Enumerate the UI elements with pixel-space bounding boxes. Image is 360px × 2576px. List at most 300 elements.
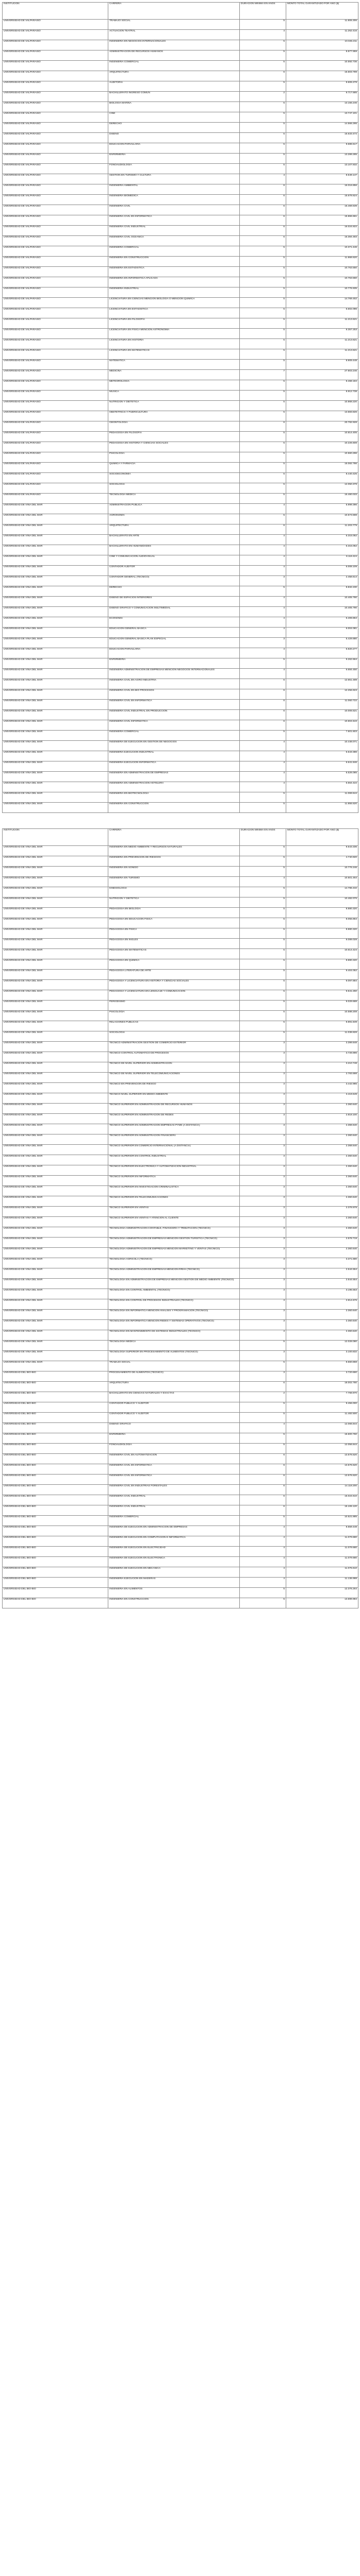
cell-institucion: UNIVERSIDAD DE VALPARAISO [3, 236, 108, 246]
cell-monto: 12.256.923 [286, 689, 358, 700]
cell-institucion: UNIVERSIDAD DE VIÑA DEL MAR [3, 928, 108, 939]
cell-monto: 10.006.521 [286, 710, 358, 720]
cell-institucion: UNIVERSIDAD DEL BIO-BIO [3, 1557, 108, 1567]
cell-institucion: UNIVERSIDAD DE VIÑA DEL MAR [3, 846, 108, 856]
cell-carrera: MATEMATICA [108, 360, 240, 370]
table-row [3, 1371, 358, 1382]
cell-institucion: UNIVERSIDAD DE VIÑA DEL MAR [3, 648, 108, 658]
cell-monto: 10.776.246 [286, 867, 358, 877]
cell-monto: 15.024.610 [286, 1495, 358, 1505]
cell-institucion: UNIVERSIDAD DE VALPARAISO [3, 473, 108, 483]
scholarship-table-1 [2, 2, 358, 813]
table-row [3, 329, 358, 339]
cell-duracion: 3 [240, 1227, 286, 1238]
cell-duracion: 5 [240, 61, 286, 71]
cell-duracion: 4 [240, 751, 286, 761]
cell-monto: 5.999.396 [286, 504, 358, 514]
cell-duracion: 4 [240, 174, 286, 184]
cell-duracion: 5 [240, 990, 286, 1001]
cell-institucion: UNIVERSIDAD DE VALPARAISO [3, 20, 108, 30]
cell-duracion: 2 [240, 92, 286, 102]
cell-carrera: BACHILLERATO EN CIENCIAS NATURALES Y EXACTAS [108, 1392, 240, 1402]
cell-carrera: TECNICO SUPERIOR EN INFORMATICA [108, 1176, 240, 1186]
cell-monto: 6.004.081 [286, 628, 358, 638]
cell-institucion: UNIVERSIDAD DE VALPARAISO [3, 61, 108, 71]
cell-duracion: 5 [240, 452, 286, 463]
cell-duracion: 5 [240, 123, 286, 133]
table-header-row [3, 3, 358, 20]
cell-duracion: 5 [240, 897, 286, 908]
cell-monto: 2.458.614 [286, 576, 358, 586]
cell-monto: 3.399.848 [286, 1042, 358, 1052]
cell-monto: 9.717.685 [286, 92, 358, 102]
cell-duracion: 5 [240, 442, 286, 452]
table-row [3, 897, 358, 908]
table-row [3, 473, 358, 483]
table-row [3, 772, 358, 782]
cell-carrera: INGENIERIA ADMINISTRACION DE EMPRESAS MENCION NEGOCIOS INTERNACIONALES [108, 669, 240, 679]
cell-institucion: UNIVERSIDAD DE VIÑA DEL MAR [3, 1351, 108, 1361]
cell-carrera: INGENIERIA CIVIL EN INFORMATICA [108, 700, 240, 710]
cell-carrera: INGENIERIA EN CONSTRUCCION [108, 1598, 240, 1608]
cell-carrera: CINE [108, 112, 240, 123]
cell-monto: 9.686.517 [286, 143, 358, 154]
cell-institucion: UNIVERSIDAD DE VALPARAISO [3, 257, 108, 267]
cell-carrera: INGENIERIA EN TURISMO [108, 877, 240, 887]
cell-institucion: UNIVERSIDAD DEL BIO-BIO [3, 1475, 108, 1485]
cell-institucion: UNIVERSIDAD DE VIÑA DEL MAR [3, 1124, 108, 1134]
cell-monto: 13.747.101 [286, 112, 358, 123]
cell-monto: 3.720.690 [286, 1371, 358, 1382]
table-row [3, 524, 358, 535]
cell-duracion: 3 [240, 1052, 286, 1062]
cell-institucion: UNIVERSIDAD DE VIÑA DEL MAR [3, 1341, 108, 1351]
cell-institucion: UNIVERSIDAD DE VIÑA DEL MAR [3, 949, 108, 959]
cell-institucion: UNIVERSIDAD DE VALPARAISO [3, 329, 108, 339]
cell-duracion: 3 [240, 1248, 286, 1258]
table-row [3, 1011, 358, 1021]
table-row [3, 1505, 358, 1516]
cell-carrera: INGENIERIA EN CONSTRUCCION [108, 803, 240, 813]
table-row [3, 1196, 358, 1207]
cell-carrera: DISEÑO GRAFICO [108, 1423, 240, 1433]
cell-carrera: ADMINISTRACION PUBLICA [108, 504, 240, 514]
table-row [3, 401, 358, 411]
cell-duracion: 4 [240, 1536, 286, 1547]
cell-duracion: 5 [240, 360, 286, 370]
table-row [3, 648, 358, 658]
cell-institucion: UNIVERSIDAD DE VIÑA DEL MAR [3, 1268, 108, 1279]
cell-monto: 11.213.621 [286, 339, 358, 349]
cell-duracion: 7 [240, 370, 286, 380]
cell-carrera: DISEÑO DE ESPACIOS INTERIORES [108, 597, 240, 607]
header-monto: MONTO TOTAL GARANTIZADO POR AÑO ($) [286, 829, 358, 846]
cell-monto: 11.855.520 [286, 803, 358, 813]
cell-duracion: 4 [240, 628, 286, 638]
cell-institucion: UNIVERSIDAD DE VIÑA DEL MAR [3, 1258, 108, 1268]
table-row [3, 792, 358, 803]
table-row [3, 92, 358, 102]
cell-carrera: INGENIERIA DE EJECUCION EN ELECTRONICA [108, 1557, 240, 1567]
cell-monto: 2.783.698 [286, 1073, 358, 1083]
cell-duracion: 3 [240, 1134, 286, 1145]
cell-institucion: UNIVERSIDAD DE VIÑA DEL MAR [3, 1093, 108, 1104]
table-row [3, 1227, 358, 1238]
cell-monto: 2.360.640 [286, 1155, 358, 1165]
cell-duracion: 5 [240, 846, 286, 856]
table-row [3, 970, 358, 980]
cell-carrera: TECNICO ADMINISTRACION GESTION DE COMERCIO EXTERIOR [108, 1042, 240, 1052]
cell-monto: 10.614.424 [286, 949, 358, 959]
cell-duracion: 4 [240, 1526, 286, 1536]
cell-duracion: 6 [240, 1382, 286, 1392]
cell-duracion: 5 [240, 287, 286, 298]
cell-monto: 6.684.450 [286, 669, 358, 679]
table-row [3, 1207, 358, 1217]
table-row [3, 1145, 358, 1155]
table-row [3, 154, 358, 164]
cell-carrera: PEDAGOGIA EN EDUCACION FISICA [108, 918, 240, 928]
cell-carrera: MEDICINA [108, 370, 240, 380]
table-row [3, 741, 358, 751]
cell-institucion: UNIVERSIDAD DE VIÑA DEL MAR [3, 1104, 108, 1114]
cell-monto: 9.541.250 [286, 990, 358, 1001]
cell-duracion: 3 [240, 638, 286, 648]
cell-carrera: ODONTOLOGIA [108, 421, 240, 432]
cell-institucion: UNIVERSIDAD DE VIÑA DEL MAR [3, 720, 108, 731]
cell-duracion: 6 [240, 679, 286, 689]
cell-monto: 6.602.096 [286, 308, 358, 318]
cell-monto: 12.028.080 [286, 1341, 358, 1351]
table-row [3, 1382, 358, 1392]
cell-carrera: MUSICA [108, 391, 240, 401]
cell-monto: 15.678.624 [286, 195, 358, 205]
cell-monto: 10.604.643 [286, 720, 358, 731]
table-row [3, 908, 358, 918]
cell-duracion: 4 [240, 1567, 286, 1578]
cell-monto: 3.442.985 [286, 1083, 358, 1093]
cell-duracion: 6 [240, 720, 286, 731]
cell-carrera: PSICOLOGIA [108, 452, 240, 463]
table-row [3, 555, 358, 566]
cell-institucion: UNIVERSIDAD DE VALPARAISO [3, 267, 108, 277]
cell-monto: 8.891.849 [286, 1021, 358, 1031]
table-row [3, 215, 358, 226]
cell-carrera: INGENIERIA EN ALIMENTOS [108, 1588, 240, 1598]
cell-duracion: 5 [240, 939, 286, 949]
cell-monto: 8.880.320 [286, 928, 358, 939]
cell-institucion: UNIVERSIDAD DE VIÑA DEL MAR [3, 1165, 108, 1176]
cell-carrera: EDUCACION GENERAL BASICA PLAN ESPECIAL [108, 638, 240, 648]
table-row [3, 184, 358, 195]
table-row [3, 658, 358, 669]
cell-institucion: UNIVERSIDAD DE VIÑA DEL MAR [3, 1299, 108, 1310]
table-body-2 [3, 846, 358, 1608]
cell-institucion: UNIVERSIDAD DE VIÑA DEL MAR [3, 792, 108, 803]
cell-monto: 13.155.246 [286, 102, 358, 112]
cell-carrera: TRABAJO SOCIAL [108, 1361, 240, 1371]
cell-monto: 8.560.868 [286, 1361, 358, 1371]
cell-institucion: UNIVERSIDAD DEL BIO-BIO [3, 1413, 108, 1423]
table-row [3, 61, 358, 71]
cell-institucion: UNIVERSIDAD DE VALPARAISO [3, 432, 108, 442]
table-row [3, 123, 358, 133]
cell-institucion: UNIVERSIDAD DE VIÑA DEL MAR [3, 638, 108, 648]
cell-institucion: UNIVERSIDAD DE VIÑA DEL MAR [3, 689, 108, 700]
cell-carrera: INGENIERIA CIVIL INDUSTRIAL [108, 1505, 240, 1516]
cell-monto: 3.728.896 [286, 1052, 358, 1062]
cell-monto: 15.600.760 [286, 1433, 358, 1444]
cell-monto: 5.429.880 [286, 638, 358, 648]
cell-institucion: UNIVERSIDAD DE VIÑA DEL MAR [3, 897, 108, 908]
cell-carrera: DISEÑO [108, 133, 240, 143]
cell-duracion: 4 [240, 1557, 286, 1567]
table-row [3, 751, 358, 761]
cell-duracion: 5 [240, 887, 286, 897]
cell-duracion: 3 [240, 1258, 286, 1268]
cell-institucion: UNIVERSIDAD DE VALPARAISO [3, 494, 108, 504]
table-row [3, 143, 358, 154]
cell-monto: 13.576.520 [286, 1454, 358, 1464]
table-row [3, 1485, 358, 1495]
cell-duracion: 6 [240, 71, 286, 81]
cell-duracion: 5 [240, 928, 286, 939]
cell-monto: 2.368.640 [286, 1124, 358, 1134]
cell-institucion: UNIVERSIDAD DE VALPARAISO [3, 154, 108, 164]
cell-duracion: 5 [240, 432, 286, 442]
cell-institucion: UNIVERSIDAD DE VALPARAISO [3, 184, 108, 195]
table-row [3, 71, 358, 81]
cell-institucion: UNIVERSIDAD DEL BIO-BIO [3, 1505, 108, 1516]
cell-monto: 27.803.246 [286, 370, 358, 380]
table-row [3, 576, 358, 586]
cell-monto: 9.404.052 [286, 970, 358, 980]
cell-institucion: UNIVERSIDAD DE VIÑA DEL MAR [3, 1330, 108, 1341]
cell-monto: 2.814.676 [286, 1299, 358, 1310]
cell-carrera: PEDAGOGIA EN QUIMICA [108, 959, 240, 970]
cell-duracion: 3 [240, 1186, 286, 1196]
cell-carrera: TECNICO SUPERIOR EN ADMINISTRACION DE RECURSOS HUMANOS [108, 1104, 240, 1114]
cell-monto: 10.405.790 [286, 597, 358, 607]
table-row [3, 1031, 358, 1042]
table-row [3, 246, 358, 257]
cell-institucion: UNIVERSIDAD DE VIÑA DEL MAR [3, 731, 108, 741]
cell-monto: 10.226.608 [286, 442, 358, 452]
cell-institucion: UNIVERSIDAD DE VIÑA DEL MAR [3, 617, 108, 628]
cell-duracion: 5 [240, 514, 286, 524]
table-row [3, 432, 358, 442]
cell-institucion: UNIVERSIDAD DE VALPARAISO [3, 81, 108, 92]
cell-carrera: INGENIERIA CIVIL INDUSTRIAL EN PRODUCCION [108, 710, 240, 720]
cell-duracion: 5 [240, 267, 286, 277]
cell-monto: 7.768.970 [286, 1392, 358, 1402]
cell-institucion: UNIVERSIDAD DE VALPARAISO [3, 298, 108, 308]
header-institucion: INSTITUCION [3, 829, 108, 846]
table-row [3, 380, 358, 391]
cell-duracion: 6 [240, 184, 286, 195]
cell-monto: 2.360.640 [286, 1134, 358, 1145]
table-row [3, 411, 358, 421]
table-row [3, 761, 358, 772]
cell-carrera: INGENIERIA CIVIL INDUSTRIAL [108, 226, 240, 236]
table-row [3, 1073, 358, 1083]
cell-institucion: UNIVERSIDAD DE VIÑA DEL MAR [3, 1145, 108, 1155]
table-row [3, 1217, 358, 1227]
table-row [3, 566, 358, 576]
cell-carrera: TECNOLOGIA ADMINISTRACION DE EMPRESAS MENCION GESTION TURISTICA (TECNICO) [108, 1238, 240, 1248]
table-row [3, 308, 358, 318]
cell-institucion: UNIVERSIDAD DE VALPARAISO [3, 411, 108, 421]
cell-institucion: UNIVERSIDAD DE VIÑA DEL MAR [3, 867, 108, 877]
cell-duracion: 3 [240, 1176, 286, 1186]
cell-duracion: 3 [240, 1155, 286, 1165]
cell-carrera: ENFERMERIA [108, 658, 240, 669]
cell-duracion: 5 [240, 959, 286, 970]
cell-duracion: 4 [240, 566, 286, 576]
cell-duracion: 5 [240, 1341, 286, 1351]
cell-institucion: UNIVERSIDAD DE VIÑA DEL MAR [3, 939, 108, 949]
cell-duracion: 6 [240, 195, 286, 205]
cell-duracion: 5 [240, 20, 286, 30]
cell-carrera: TECNICO SUPERIOR EN CONTROL INDUSTRIAL [108, 1155, 240, 1165]
cell-institucion: UNIVERSIDAD DEL BIO-BIO [3, 1402, 108, 1413]
cell-carrera: INGENIERIA EN ADMINISTRACION DE EMPRESAS [108, 772, 240, 782]
cell-carrera: METEOROLOGIA [108, 380, 240, 391]
cell-carrera: PEDAGOGIA EN BIOLOGIA [108, 908, 240, 918]
cell-duracion: 4 [240, 1578, 286, 1588]
cell-institucion: UNIVERSIDAD DE VIÑA DEL MAR [3, 1134, 108, 1145]
cell-monto: 15.603.789 [286, 71, 358, 81]
cell-carrera: TECNOLOGIA MEDICA [108, 1341, 240, 1351]
cell-carrera: INGENIERIA CIVIL EN AUTOMATIZACION [108, 1454, 240, 1464]
cell-duracion: 4 [240, 30, 286, 40]
table-row [3, 1433, 358, 1444]
cell-monto: 18.002.780 [286, 1382, 358, 1392]
cell-duracion: 3 [240, 1062, 286, 1073]
cell-duracion: 5 [240, 1433, 286, 1444]
cell-duracion: 3 [240, 1124, 286, 1134]
table-row [3, 1495, 358, 1505]
cell-duracion: 4 [240, 772, 286, 782]
cell-carrera: EDUCACION GENERAL BASICA [108, 628, 240, 638]
cell-carrera: TECNOLOGIA SUPERIOR EN PROCESAMIENTO DE ALIMENTOS (TECNICO) [108, 1351, 240, 1361]
cell-institucion: UNIVERSIDAD DE VALPARAISO [3, 133, 108, 143]
table-row [3, 679, 358, 689]
table-row [3, 918, 358, 928]
cell-carrera: TECNICO SUPERIOR EN INVESTIGACION CRIMINALISTICA [108, 1186, 240, 1196]
cell-institucion: UNIVERSIDAD DE VIÑA DEL MAR [3, 658, 108, 669]
cell-carrera: QUIMICA Y FARMACIA [108, 463, 240, 473]
cell-carrera: INGENIERIA COMERCIAL [108, 1516, 240, 1526]
cell-monto: 2.360.640 [286, 1330, 358, 1341]
table-row [3, 195, 358, 205]
header-carrera: CARRERA [108, 829, 240, 846]
table-row [3, 1124, 358, 1134]
cell-duracion: 5 [240, 257, 286, 267]
cell-duracion: 3 [240, 1330, 286, 1341]
cell-duracion: 4 [240, 1423, 286, 1433]
table-row [3, 1516, 358, 1526]
table-row [3, 1402, 358, 1413]
table-row [3, 1310, 358, 1320]
cell-monto: 14.118.200 [286, 1485, 358, 1495]
cell-carrera: LICENCIATURA EN ESTADISTICA [108, 308, 240, 318]
cell-carrera: TECNOLOGIA AGRICOLA (TECNICO) [108, 1258, 240, 1268]
cell-duracion: 5 [240, 980, 286, 990]
cell-carrera: ARQUITECTURA [108, 524, 240, 535]
table-row [3, 617, 358, 628]
cell-duracion: 5 [240, 494, 286, 504]
page-break [2, 813, 358, 828]
table-row [3, 1454, 358, 1464]
cell-monto: 4.740.920 [286, 856, 358, 867]
cell-institucion: UNIVERSIDAD DE VIÑA DEL MAR [3, 908, 108, 918]
cell-duracion: 5 [240, 1361, 286, 1371]
cell-carrera: LICENCIATURA EN FILOSOFIA [108, 318, 240, 329]
cell-carrera: ACTUACION TEATRAL [108, 30, 240, 40]
cell-monto: 3.419.649 [286, 1093, 358, 1104]
cell-monto: 13.683.826 [286, 411, 358, 421]
cell-duracion: 3 [240, 1289, 286, 1299]
cell-duracion: 5 [240, 143, 286, 154]
cell-monto: 2.360.640 [286, 1310, 358, 1320]
cell-carrera: EDUCACION PARVULARIA [108, 143, 240, 154]
cell-institucion: UNIVERSIDAD DE VALPARAISO [3, 308, 108, 318]
cell-carrera: BACHILLERATO INGRESO COMUN [108, 92, 240, 102]
cell-institucion: UNIVERSIDAD DE VIÑA DEL MAR [3, 555, 108, 566]
cell-duracion: 5 [240, 164, 286, 174]
cell-monto: 10.588.208 [286, 1011, 358, 1021]
cell-duracion: 3 [240, 1371, 286, 1382]
cell-monto: 3.195.553 [286, 1289, 358, 1299]
cell-duracion: 3 [240, 1310, 286, 1320]
table-row [3, 463, 358, 473]
cell-institucion: UNIVERSIDAD DE VIÑA DEL MAR [3, 741, 108, 751]
cell-carrera: CONTADOR AUDITOR [108, 566, 240, 576]
cell-monto: 2.360.640 [286, 1186, 358, 1196]
cell-institucion: UNIVERSIDAD DEL BIO-BIO [3, 1444, 108, 1454]
cell-duracion: 5 [240, 102, 286, 112]
cell-institucion: UNIVERSIDAD DE VIÑA DEL MAR [3, 1361, 108, 1371]
cell-monto: 15.384.483 [286, 236, 358, 246]
cell-institucion: UNIVERSIDAD DEL BIO-BIO [3, 1464, 108, 1475]
cell-carrera: INGENIERIA CIVIL EN BIO PROCESOS [108, 689, 240, 700]
cell-institucion: UNIVERSIDAD DE VIÑA DEL MAR [3, 1279, 108, 1289]
cell-monto: 10.482.076 [286, 897, 358, 908]
cell-institucion: UNIVERSIDAD DE VIÑA DEL MAR [3, 877, 108, 887]
cell-duracion: 5 [240, 1444, 286, 1454]
cell-duracion: 5 [240, 277, 286, 287]
cell-carrera: INGENIERIA EN ADMINISTRACION HOTELERA [108, 782, 240, 792]
table-row [3, 1536, 358, 1547]
table-row [3, 174, 358, 184]
cell-duracion: 4 [240, 741, 286, 751]
cell-carrera: TECNOLOGIA EN CONTROL AMBIENTAL (TECNICO) [108, 1289, 240, 1299]
table-row [3, 349, 358, 360]
cell-monto: 3.210.748 [286, 1062, 358, 1073]
cell-monto: 13.107.832 [286, 164, 358, 174]
cell-institucion: UNIVERSIDAD DE VIÑA DEL MAR [3, 1186, 108, 1196]
cell-institucion: UNIVERSIDAD DE VALPARAISO [3, 123, 108, 133]
cell-monto: 11.079.680 [286, 1547, 358, 1557]
cell-institucion: UNIVERSIDAD DE VIÑA DEL MAR [3, 1320, 108, 1330]
cell-monto: 9.456.000 [286, 1402, 358, 1413]
cell-institucion: UNIVERSIDAD DE VIÑA DEL MAR [3, 1227, 108, 1238]
table-row [3, 731, 358, 741]
table-row [3, 205, 358, 215]
cell-institucion: UNIVERSIDAD DE VIÑA DEL MAR [3, 1238, 108, 1248]
cell-carrera: TRABAJO SOCIAL [108, 20, 240, 30]
